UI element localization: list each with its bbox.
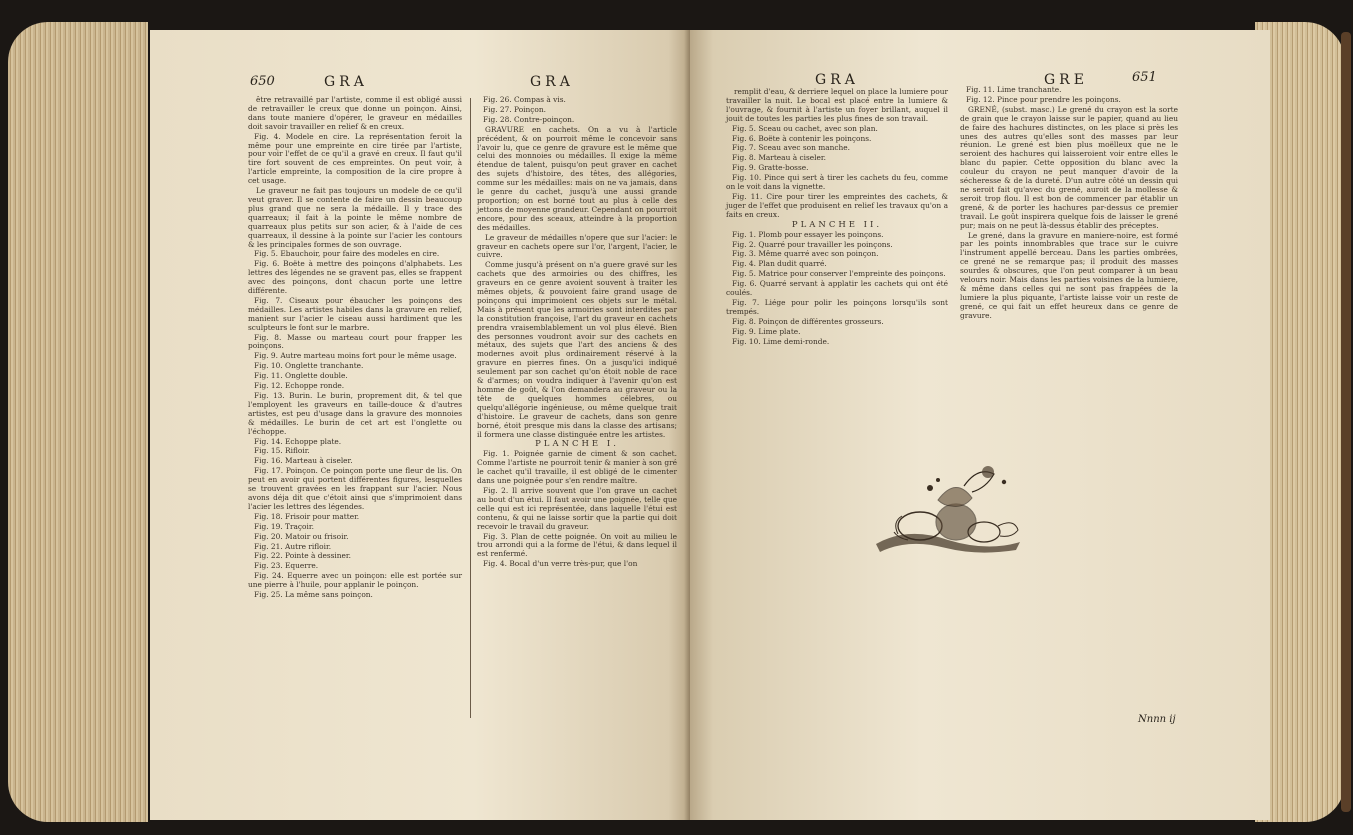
- paragraph: Fig. 14. Echoppe plate.: [254, 436, 342, 446]
- paragraph: Fig. 6. Quarré servant à applatir les cachets qui ont été coulés.: [726, 279, 948, 298]
- left-page-edges: [8, 22, 148, 822]
- paragraph: Fig. 9. Autre marteau moins fort pour le même usage.: [254, 351, 457, 361]
- paragraph: Fig. 7. Liége pour polir les poinçons lorsqu'ils sont trempés.: [726, 297, 948, 316]
- left-header-right: GRA: [530, 74, 574, 90]
- paragraph: Fig. 2. Il arrive souvent que l'on grave un cachet au bout d'un étui. Il faut avoir une poignée, telle que celle qui est ici représentée, dans laquelle l'étui est contenu, & qui ne laisse sortir que la partie qui doit recevoir le travail du graveur.: [477, 485, 677, 531]
- paragraph: Le grené, dans la gravure en maniere-noire, est formé par les points innombrables que trace sur le cuivre l'instrument appellé berceau. Dans les parties ombrées, ce grené ne se remarque pas; il produit des masses sourdes & obscures, que l'on peut comparer à un beau velours noir. Mais dans les parties voisines de la lumiere, & même dans celles qui ne sont pas frappées de la lumiere la plus piquante, l'artiste laisse voir un reste de grené, ce qui fait un effet heureux dans ce genre de gravure.: [960, 230, 1178, 320]
- paragraph: PLANCHE II.: [791, 219, 883, 230]
- paragraph: Fig. 9. Lime plate.: [732, 326, 801, 336]
- paragraph: Fig. 8. Masse ou marteau court pour frapper les poinçons.: [248, 332, 462, 351]
- paragraph: Fig. 10. Pince qui sert à tirer les cachets du feu, comme on le voit dans la vignette.: [726, 173, 948, 192]
- left-page: [150, 30, 690, 820]
- paragraph: Fig. 22. Pointe à dessiner.: [254, 551, 351, 561]
- paragraph: Fig. 1. Poignée garnie de ciment & son cachet. Comme l'artiste ne pourroit tenir & manier à son gré le cachet qu'il travaille, il est obligé de le cimenter dans une poignée pour s'en rendre maître.: [477, 449, 677, 486]
- paragraph: Fig. 11. Lime tranchante.: [966, 85, 1062, 94]
- right-column-2: [960, 86, 1178, 446]
- paragraph: Fig. 7. Sceau avec son manche.: [732, 143, 851, 153]
- paragraph: Fig. 27. Poinçon.: [483, 104, 546, 114]
- paragraph: Fig. 15. Rifloir.: [254, 446, 310, 456]
- paragraph: Fig. 12. Echoppe ronde.: [254, 381, 345, 391]
- paragraph: Fig. 19. Traçoir.: [254, 521, 314, 531]
- signature-mark: Nnnn ij: [1138, 714, 1176, 725]
- paragraph: remplit d'eau, & derriere lequel on place la lumiere pour travailler la nuit. Le bocal est placé entre la lumiere & l'ouvrage, & fournit à l'artiste un foyer brillant, auquel il jouit de toutes les parties les plus fines de son travail.: [726, 87, 948, 123]
- paragraph: Fig. 11. Cire pour tirer les empreintes des cachets, & juger de l'effet que produisent en relief les travaux qu'on a faits en creux.: [726, 191, 948, 219]
- paragraph: Fig. 28. Contre-poinçon.: [483, 114, 575, 124]
- paragraph: Fig. 10. Onglette tranchante.: [254, 361, 364, 371]
- paragraph: Fig. 9. Gratte-bosse.: [732, 163, 809, 173]
- paragraph: Fig. 4. Bocal d'un verre très-pur, que l'on: [483, 559, 638, 569]
- paragraph: Fig. 5. Matrice pour conserver l'empreinte des poinçons.: [732, 269, 946, 279]
- paragraph: Fig. 20. Matoir ou frisoir.: [254, 531, 349, 541]
- left-page-number: 650: [250, 74, 275, 89]
- right-page-number: 651: [1132, 70, 1157, 85]
- paragraph: Fig. 3. Même quarré avec son poinçon.: [732, 249, 879, 259]
- paragraph: être retravaillé par l'artiste, comme il est obligé aussi de retravailler le creux que donne un poinçon. Ainsi, dans toute maniere d'opérer, le graveur en médailles doit savoir travailler en relief & en creux.: [248, 95, 462, 131]
- left-column-2: [477, 96, 677, 796]
- paragraph: Fig. 25. La même sans poinçon.: [254, 590, 373, 600]
- paragraph: Fig. 4. Plan dudit quarré.: [732, 259, 827, 269]
- right-page: [690, 30, 1270, 820]
- paragraph: Fig. 18. Frisoir pour matter.: [254, 511, 360, 521]
- fruit-vignette-illustration: [868, 456, 1028, 556]
- paragraph: GRAVURE en cachets. On a vu à l'article précédent, & on pourroit même le concevoir sans l'avoir lu, que ce genre de gravure est le même que celui des monnoies ou médailles. Il exige la même étendue de talent, puisqu'on peut graver en cachet des sujets d'histoire, des têtes, des allégories, comme sur les médailles: mais on ne va jamais, dans le genre du cachet, jusqu'à une aussi grande proportion; on est borné tout au plus à celle des jettons de moyenne grandeur. Cependant on pourroit encore, pour des sceaux, atteindre à la proportion des médailles.: [477, 124, 677, 232]
- right-header-left: GRA: [815, 72, 859, 88]
- paragraph: Le graveur ne fait pas toujours un modele de ce qu'il veut graver. Il se contente de faire un dessin beaucoup plus grand que ne sera la médaille. Il y trace des quarreaux; il fait à la pointe le même nombre de quarreaux plus petits sur son acier, & à l'aide de ces quarreaux, il dessine à la pointe sur l'acier les contours & les principales formes de son ouvrage.: [248, 186, 462, 249]
- paragraph: Fig. 11. Onglette double.: [254, 371, 348, 381]
- paragraph: GRENÉ, (subst. masc.) Le grené du crayon est la sorte de grain que le crayon laisse sur le papier, quand au lieu de faire des hachures distinctes, on les place si près les unes des autres qu'elles sont des masses par leur réunion. Le grené est bien plus moëlleux que ne le seroient des hachures qui laisseroient voir entre elles le blanc du papier. Cette opposition du blanc avec la couleur du crayon ne peut manquer d'avoir de la sécheresse & de la dureté. D'un autre côté un dessin qui ne seroit fait qu'avec du grené, auroit de la mollesse & seroit trop flou. Il est bon de commencer par établir un grené, & de porter les hachures par-dessus ce premier travail. Le goût inspirera quelque fois de laisser le grené pur; mais on ne peut là-dessus établir des préceptes.: [960, 104, 1178, 230]
- paragraph: Fig. 12. Pince pour prendre les poinçons.: [966, 94, 1121, 104]
- paragraph: Fig. 4. Modele en cire. La représentation feroit la même pour une empreinte en cire tirée par l'artiste, pour voir l'effet de ce qu'il a gravé en creux. Il faut qu'il tire fort souvent de ces empreintes. On peut voir, à l'article empreinte, la composition de la cire propre à cet usage.: [248, 131, 462, 186]
- paragraph: Le graveur de médailles n'opere que sur l'acier: le graveur en cachets opere sur l'or, l'argent, l'acier, le cuivre.: [477, 232, 677, 260]
- paragraph: Fig. 24. Equerre avec un poinçon: elle est portée sur une pierre à l'huile, pour applanir le poinçon.: [248, 571, 462, 590]
- paragraph: Fig. 1. Plomb pour essayer les poinçons.: [732, 229, 884, 239]
- paragraph: Fig. 2. Quarré pour travailler les poinçons.: [732, 239, 893, 249]
- paragraph: Fig. 7. Ciseaux pour ébaucher les poinçons des médailles. Les artistes habiles dans la gravure en relief, manient sur l'acier le ciseau aussi hardiment que les sculpteurs le font sur le marbre.: [248, 295, 462, 332]
- right-column-1: [726, 88, 948, 508]
- paragraph: Fig. 21. Autre rifloir.: [254, 541, 332, 551]
- paragraph: Comme jusqu'à présent on n'a guere gravé sur les cachets que des armoiries ou des chiffres, les graveurs en ce genre avoient souvent à traiter les mêmes objets, & pouvoient faire grand usage de poinçons qui imprimoient ces objets sur le métal. Mais à présent que les armoiries sont interdites par la constitution françoise, l'art du graveur en cachets prendra vraisemblablement un vol plus élevé. Bien des personnes voudront avoir sur des cachets en métaux, des sujets que l'art des anciens & des modernes avoit plus ordinairement réservé à la gravure en pierres fines. On a jusqu'ici indiqué seulement par son cachet qu'on étoit noble de race & d'armes; on voudra indiquer à l'avenir qu'on est homme de goût, & l'on demandera au graveur ou la tête de quelques hommes célebres, ou quelqu'allégorie ingénieuse, ou même quelque trait d'histoire. Le graveur de cachets, dans son genre borné, étoit presque mis dans la classe des artisans; il formera une classe distinguée entre les artistes.: [477, 260, 677, 439]
- paragraph: Fig. 8. Poinçon de différentes grosseurs.: [732, 316, 884, 326]
- paragraph: Fig. 13. Burin. Le burin, proprement dit, & tel que l'employent les graveurs en taille-douce & d'autres artistes, est peu d'usage dans la gravure des monnoies & médailles. Le burin de cet art est l'onglette ou l'échoppe.: [248, 391, 462, 436]
- paragraph: Fig. 8. Marteau à ciseler.: [732, 153, 826, 163]
- paragraph: Fig. 16. Marteau à ciseler.: [254, 456, 353, 466]
- left-header-left: GRA: [324, 74, 368, 90]
- paragraph: Fig. 23. Equerre.: [254, 561, 319, 571]
- paragraph: PLANCHE I.: [535, 439, 619, 450]
- column-divider: [470, 98, 471, 718]
- left-column-1: [248, 96, 462, 796]
- paragraph: Fig. 3. Plan de cette poignée. On voit au milieu le trou arrondi qui a la forme de l'étui, & dans lequel il est renfermé.: [477, 531, 677, 559]
- paragraph: Fig. 10. Lime demi-ronde.: [732, 336, 830, 346]
- paragraph: Fig. 6. Boëte à contenir les poinçons.: [732, 133, 872, 143]
- paragraph: Fig. 6. Boëte à mettre des poinçons d'alphabets. Les lettres des légendes ne se gravent pas, elles se frappent avec des poinçons, dont chacun porte une lettre différente.: [248, 259, 462, 296]
- right-header-right: GRE: [1044, 72, 1088, 88]
- paragraph: Fig. 5. Sceau ou cachet, avec son plan.: [732, 123, 878, 133]
- paragraph: Fig. 17. Poinçon. Ce poinçon porte une fleur de lis. On peut en avoir qui portent différentes figures, lesquelles se trouvent gravées en les frappant sur l'acier. Nous avons déja dit que c'étoit ainsi que s'imprimoient dans l'acier les lettres des légendes.: [248, 466, 462, 511]
- paragraph: Fig. 5. Ebauchoir, pour faire des modeles en cire.: [254, 249, 440, 259]
- paragraph: Fig. 26. Compas à vis.: [483, 95, 566, 104]
